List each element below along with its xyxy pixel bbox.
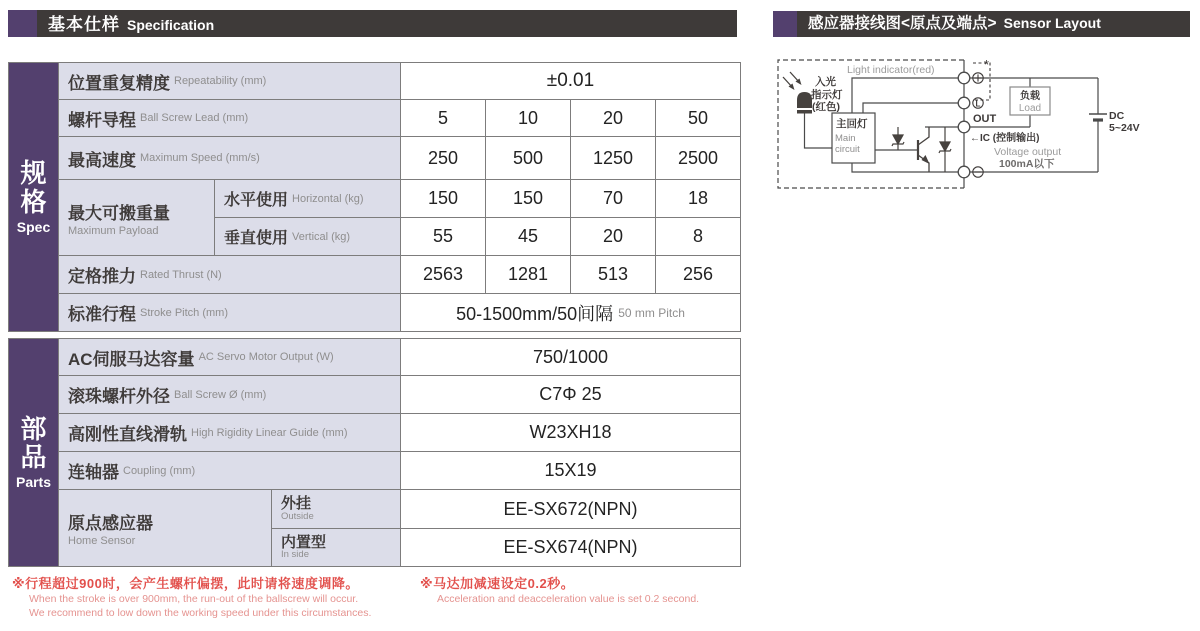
led-label-line2: 指示灯 bbox=[811, 89, 843, 101]
terminal-minus bbox=[958, 166, 970, 178]
label-cjk: 高刚性直线滑轨 bbox=[68, 425, 187, 444]
ic-output-label: ←IC (控制输出) bbox=[970, 133, 1040, 144]
value-lead-4: 50 bbox=[656, 100, 740, 136]
label-en: In side bbox=[281, 549, 309, 561]
terminal-plus bbox=[958, 72, 970, 84]
row-label-coupling bbox=[59, 452, 400, 489]
spec-table-section bbox=[8, 62, 741, 332]
sidebar-parts-cjk: 部品 bbox=[20, 413, 47, 472]
label-en: Maximum Speed (mm/s) bbox=[140, 152, 260, 164]
value-speed-3: 1250 bbox=[571, 137, 655, 179]
label-en: Ball Screw Ø (mm) bbox=[174, 388, 267, 401]
led-label-line3: (红色) bbox=[812, 101, 840, 113]
row-label-ball-screw-dia bbox=[59, 376, 400, 413]
stroke-value: 50-1500mm/50间隔 bbox=[456, 303, 614, 324]
value-vertical-2: 45 bbox=[486, 218, 570, 255]
value-coupling: 15X19 bbox=[401, 452, 740, 489]
value-vertical-3: 20 bbox=[571, 218, 655, 255]
value-vertical-4: 8 bbox=[656, 218, 740, 255]
value-vertical-1: 55 bbox=[401, 218, 485, 255]
label-cjk: 定格推力 bbox=[68, 267, 136, 286]
row-label-linear-guide bbox=[59, 414, 400, 451]
wire-l bbox=[863, 103, 959, 113]
out-label: OUT bbox=[973, 113, 997, 125]
value-sensor-inside: EE-SX674(NPN) bbox=[401, 529, 740, 566]
main-circuit-label-en1: Main bbox=[835, 133, 856, 144]
label-en: Coupling (mm) bbox=[123, 464, 196, 477]
label-en: Home Sensor bbox=[68, 535, 136, 547]
sidebar-parts bbox=[9, 339, 58, 566]
load-label-cjk: 负载 bbox=[1020, 91, 1040, 102]
main-circuit-label-cjk: 主回灯 bbox=[836, 118, 868, 130]
label-en: Ball Screw Lead (mm) bbox=[140, 112, 249, 124]
label-en: AC Servo Motor Output (W) bbox=[198, 351, 334, 363]
value-horizontal-2: 150 bbox=[486, 180, 570, 217]
label-en: Repeatability (mm) bbox=[174, 75, 267, 87]
voltage-output-label: Voltage output bbox=[994, 146, 1062, 158]
dc-label: DC bbox=[1109, 110, 1125, 122]
footnote-stroke-warning bbox=[12, 573, 371, 620]
footnote-cjk: ※行程超过900时，会产生螺杆偏摆，此时请将速度调降。 bbox=[12, 576, 359, 591]
sensor-layout-header bbox=[797, 11, 1190, 37]
label-cjk: 水平使用 bbox=[224, 192, 289, 209]
row-sublabel-vertical bbox=[215, 218, 400, 255]
label-en: Outside bbox=[281, 510, 314, 522]
l-terminal-letter: L bbox=[975, 99, 981, 109]
row-sublabel-horizontal bbox=[215, 180, 400, 217]
label-en: Rated Thrust (N) bbox=[140, 268, 222, 281]
label-en: Horizontal (kg) bbox=[292, 192, 364, 205]
row-label-rated-thrust bbox=[59, 256, 400, 293]
footnote-en-line1: When the stroke is over 900mm, the run-out of the ballscrew will occur. bbox=[29, 593, 359, 605]
row-label-home-sensor bbox=[59, 490, 271, 566]
footnote-acceleration bbox=[420, 573, 699, 606]
label-en: High Rigidity Linear Guide (mm) bbox=[191, 426, 348, 439]
spec-section-header bbox=[37, 10, 737, 37]
zener-diode-icon bbox=[939, 127, 951, 172]
label-cjk: AC伺服马达容量 bbox=[68, 349, 195, 369]
terminal-out bbox=[958, 121, 970, 133]
footnote-en-line2: We recommend to low down the working speed under this circumstances. bbox=[29, 607, 372, 620]
value-ball-screw-dia: C7Φ 25 bbox=[401, 376, 740, 413]
label-cjk: 原点感应器 bbox=[68, 514, 153, 533]
right-header-accent-square bbox=[773, 11, 797, 37]
led-label-line1: 入光 bbox=[815, 76, 836, 88]
label-cjk: 位置重复精度 bbox=[68, 73, 170, 93]
label-cjk: 标准行程 bbox=[68, 305, 136, 324]
stroke-value-en: 50 mm Pitch bbox=[618, 305, 685, 320]
sidebar-parts-en: Parts bbox=[15, 474, 52, 491]
label-cjk: 外挂 bbox=[281, 495, 312, 513]
value-repeatability: ±0.01 bbox=[401, 63, 740, 99]
value-stroke-pitch bbox=[401, 294, 740, 331]
label-cjk: 垂直使用 bbox=[224, 230, 289, 247]
value-horizontal-1: 150 bbox=[401, 180, 485, 217]
label-en: Stroke Pitch (mm) bbox=[140, 306, 229, 319]
row-sublabel-outside bbox=[272, 490, 400, 528]
footnote-en-line1: Acceleration and deacceleration value is set 0.2 second. bbox=[437, 593, 700, 605]
value-linear-guide: W23XH18 bbox=[401, 414, 740, 451]
load-label-en: Load bbox=[1018, 103, 1042, 114]
footnote-cjk: ※马达加减速设定0.2秒。 bbox=[420, 576, 575, 591]
value-thrust-1: 2563 bbox=[401, 256, 485, 293]
sidebar-spec-cjk: 规格 bbox=[20, 158, 47, 217]
parts-table-section bbox=[8, 338, 741, 567]
value-horizontal-3: 70 bbox=[571, 180, 655, 217]
value-speed-4: 2500 bbox=[656, 137, 740, 179]
terminal-l bbox=[958, 97, 970, 109]
label-en: Maximum Payload bbox=[68, 224, 159, 237]
value-lead-3: 20 bbox=[571, 100, 655, 136]
current-limit-label: 100mA以下 bbox=[999, 158, 1055, 170]
row-label-max-payload bbox=[59, 180, 214, 255]
label-cjk: 滚珠螺杆外径 bbox=[68, 387, 170, 406]
label-cjk: 螺杆导程 bbox=[68, 110, 136, 130]
row-label-ball-screw-lead bbox=[59, 100, 400, 136]
value-thrust-4: 256 bbox=[656, 256, 740, 293]
value-sensor-outside: EE-SX672(NPN) bbox=[401, 490, 740, 528]
light-indicator-label: Light indicator(red) bbox=[847, 64, 935, 76]
sidebar-spec-en: Spec bbox=[16, 218, 51, 235]
light-arrows-icon bbox=[783, 72, 802, 90]
row-label-max-speed bbox=[59, 137, 400, 179]
dc-range-label: 5~24V bbox=[1109, 122, 1140, 134]
sidebar-spec bbox=[9, 63, 58, 331]
left-header-accent-square bbox=[8, 10, 37, 37]
zener-diode-icon bbox=[892, 127, 904, 150]
sensor-header-title-en: Sensor Layout bbox=[1003, 15, 1101, 31]
sensor-wiring-diagram bbox=[775, 52, 1200, 202]
battery-icon bbox=[1089, 114, 1107, 120]
row-sublabel-inside bbox=[272, 529, 400, 566]
label-cjk: 最大可搬重量 bbox=[68, 203, 170, 223]
value-horizontal-4: 18 bbox=[656, 180, 740, 217]
value-lead-1: 5 bbox=[401, 100, 485, 136]
row-label-stroke-pitch bbox=[59, 294, 400, 331]
value-lead-2: 10 bbox=[486, 100, 570, 136]
value-thrust-2: 1281 bbox=[486, 256, 570, 293]
row-label-repeatability bbox=[59, 63, 400, 99]
main-circuit-label-en2: circuit bbox=[835, 144, 860, 155]
label-cjk: 最高速度 bbox=[68, 150, 136, 170]
sensor-header-title-cjk: 感应器接线图<原点及端点> bbox=[808, 15, 997, 32]
label-cjk: 连轴器 bbox=[68, 463, 119, 482]
asterisk-mark: * bbox=[984, 57, 990, 72]
label-en: Vertical (kg) bbox=[292, 230, 351, 243]
transistor-icon bbox=[918, 127, 930, 172]
spec-header-title-cjk: 基本仕样 bbox=[48, 15, 120, 34]
value-servo-motor: 750/1000 bbox=[401, 339, 740, 375]
value-thrust-3: 513 bbox=[571, 256, 655, 293]
value-speed-1: 250 bbox=[401, 137, 485, 179]
label-cjk: 内置型 bbox=[281, 533, 327, 551]
spec-header-title-en: Specification bbox=[127, 17, 215, 33]
value-speed-2: 500 bbox=[486, 137, 570, 179]
row-label-servo-motor bbox=[59, 339, 400, 375]
